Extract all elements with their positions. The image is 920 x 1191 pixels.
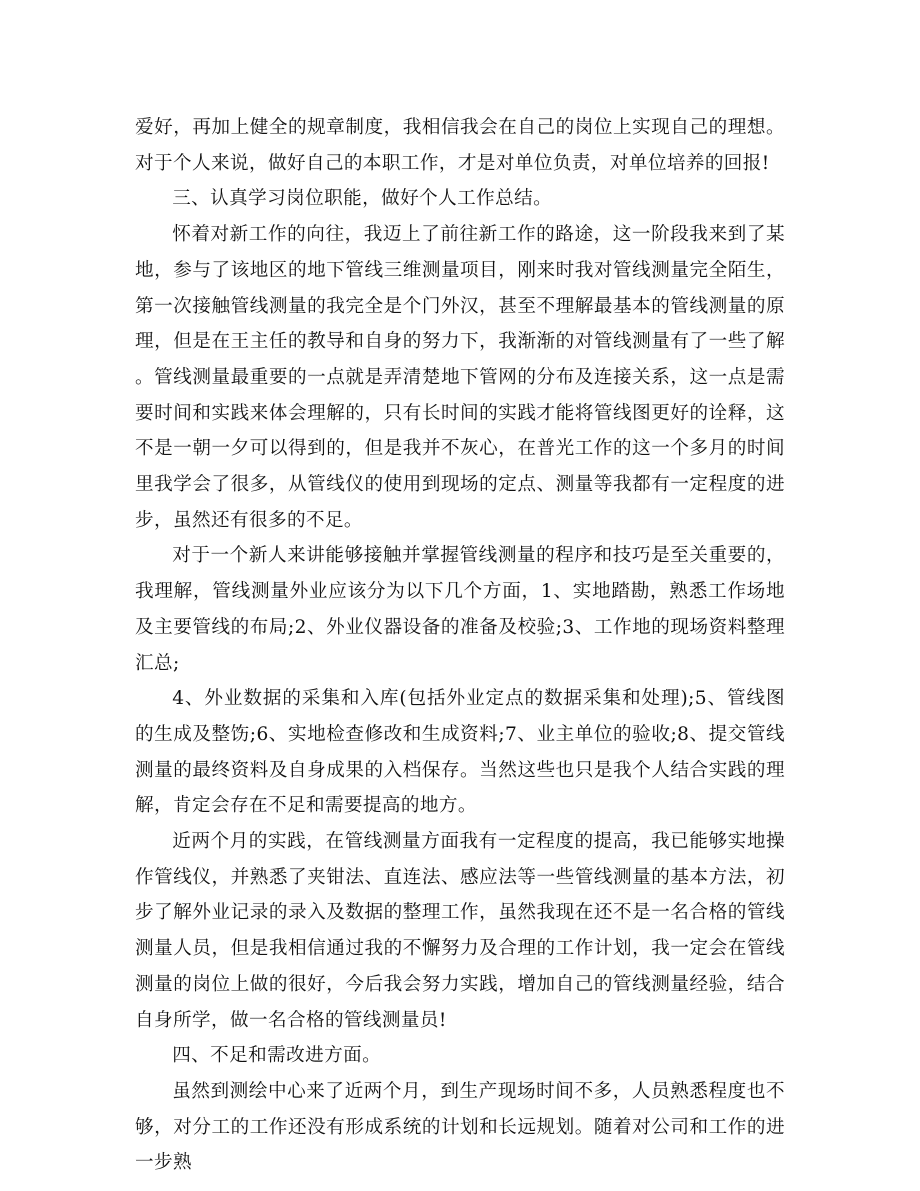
paragraph-5: 近两个月的实践，在管线测量方面我有一定程度的提高，我已能够实地操作管线仪，并熟悉了夹钳法、直连法、感应法等一些管线测量的基本方法，初步了解外业记录的录入及数据的整理工作，虽然我现在还不是一名合格的管线测量人员，但是我相信通过我的不懈努力及合理的工作计划，我一定会在管线测量的岗位上做的很好，今后我会努力实践，增加自己的管线测量经验，结合自身所学，做一名合格的管线测量员! — [135, 831, 785, 1031]
section-heading-4: 四、不足和需改进方面。 — [172, 1045, 382, 1067]
paragraph-2: 怀着对新工作的向往，我迈上了前往新工作的路途，这一阶段我来到了某地，参与了该地区的地下管线三维测量项目，刚来时我对管线测量完全陌生，第一次接触管线测量的我完全是个门外汉，甚至不理解最基本的管线测量的原理，但是在王主任的教导和自身的努力下，我渐渐的对管线测量有了一些了解。管线测量最重要的一点就是弄清楚地下管网的分布及连接关系，这一点是需要时间和实践来体会理解的，只有长时间的实践才能将管线图更好的诠释，这不是一朝一夕可以得到的，但是我并不灰心，在普光工作的这一个多月的时间里我学会了很多，从管线仪的使用到现场的定点、测量等我都有一定程度的进步，虽然还有很多的不足。 — [135, 224, 785, 531]
section-heading-3: 三、认真学习岗位职能，做好个人工作总结。 — [172, 188, 553, 210]
document-body — [135, 110, 785, 1181]
paragraph-3: 对于一个新人来讲能够接触并掌握管线测量的程序和技巧是至关重要的，我理解，管线测量外业应该分为以下几个方面，1、实地踏勘，熟悉工作场地及主要管线的布局;2、外业仪器设备的准备及校验;3、工作地的现场资料整理汇总; — [135, 545, 785, 674]
paragraph-4: 4、外业数据的采集和入库(包括外业定点的数据采集和处理);5、管线图的生成及整饬;6、实地检查修改和生成资料;7、业主单位的验收;8、提交管线测量的最终资料及自身成果的入档保存。当然这些也只是我个人结合实践的理解，肯定会存在不足和需要提高的地方。 — [135, 688, 785, 817]
paragraph-6: 虽然到测绘中心来了近两个月，到生产现场时间不多，人员熟悉程度也不够，对分工的工作还没有形成系统的计划和长远规划。随着对公司和工作的进一步熟 — [135, 1080, 785, 1174]
paragraph-1: 爱好，再加上健全的规章制度，我相信我会在自己的岗位上实现自己的理想。对于个人来说，做好自己的本职工作，才是对单位负责，对单位培养的回报! — [135, 117, 785, 174]
